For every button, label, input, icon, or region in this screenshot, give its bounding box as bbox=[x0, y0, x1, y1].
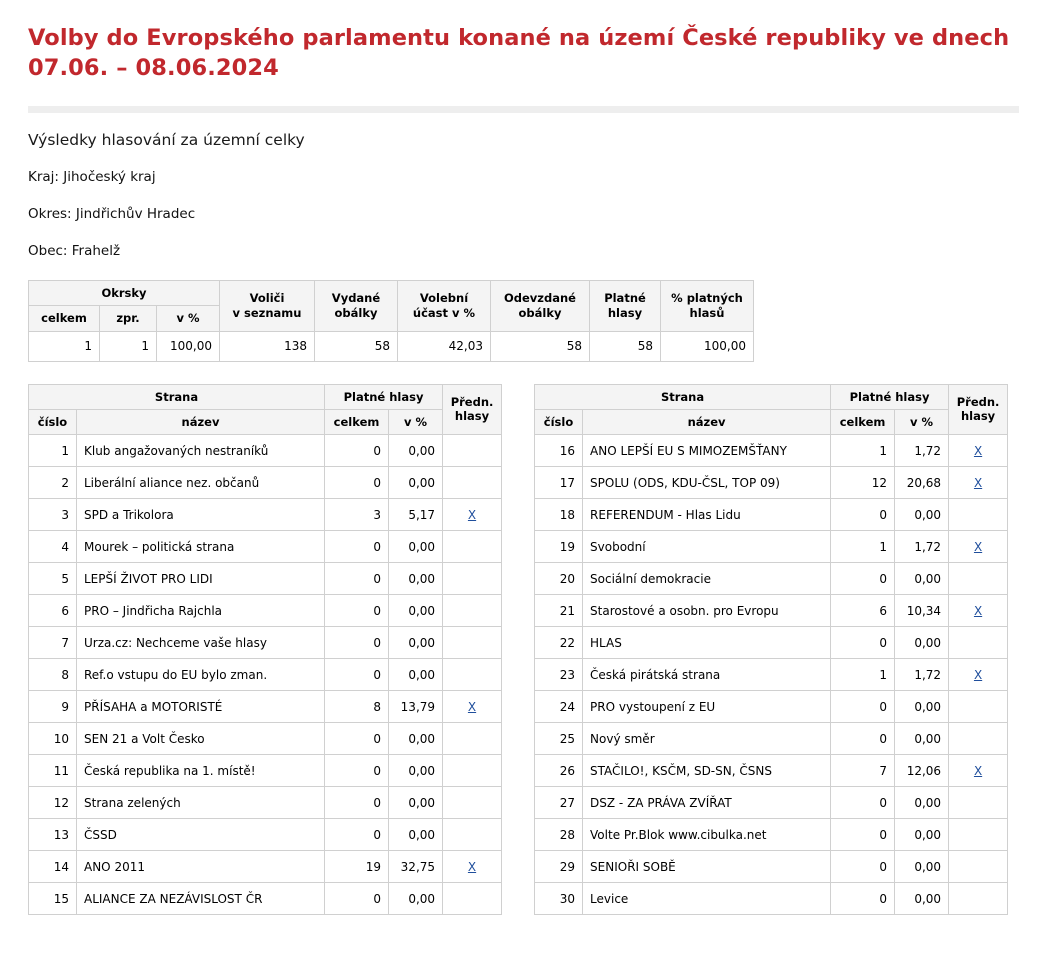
preferential-votes-cell bbox=[949, 499, 1008, 531]
preferential-votes-cell bbox=[949, 819, 1008, 851]
preferential-votes-cell bbox=[443, 467, 502, 499]
turnout-header-valid-pct bbox=[661, 280, 754, 331]
table-row bbox=[29, 531, 502, 563]
preferential-votes-cell[interactable] bbox=[443, 851, 502, 883]
party-number: 26 bbox=[535, 755, 583, 787]
table-row bbox=[29, 435, 502, 467]
party-header-row-1 bbox=[535, 384, 1008, 409]
preferential-votes-cell bbox=[443, 723, 502, 755]
turnout-header-valid-votes bbox=[590, 280, 661, 331]
party-number: 22 bbox=[535, 627, 583, 659]
party-header-predn-hlasy-line1: Předn. bbox=[956, 395, 1000, 410]
party-name: ANO 2011 bbox=[77, 851, 325, 883]
party-votes-total: 0 bbox=[831, 787, 895, 819]
party-votes-percent: 0,00 bbox=[389, 819, 443, 851]
party-votes-total: 0 bbox=[325, 659, 389, 691]
table-row bbox=[29, 787, 502, 819]
party-number: 13 bbox=[29, 819, 77, 851]
party-name: Liberální aliance nez. občanů bbox=[77, 467, 325, 499]
party-votes-total: 0 bbox=[325, 883, 389, 915]
party-votes-total: 3 bbox=[325, 499, 389, 531]
page-title: Volby do Evropského parlamentu konané na území České republiky ve dnech 07.06. – 08.06.2024 bbox=[28, 25, 1010, 81]
party-name: SENIOŘI SOBĚ bbox=[583, 851, 831, 883]
party-table-left bbox=[28, 384, 502, 916]
preferential-votes-cell bbox=[443, 659, 502, 691]
party-number: 5 bbox=[29, 563, 77, 595]
preferential-votes-link[interactable]: X bbox=[973, 667, 983, 682]
party-name: Levice bbox=[583, 883, 831, 915]
preferential-votes-cell bbox=[949, 787, 1008, 819]
party-name: SEN 21 a Volt Česko bbox=[77, 723, 325, 755]
preferential-votes-cell bbox=[443, 435, 502, 467]
party-header-strana: Strana bbox=[29, 384, 325, 409]
party-header-v-pct: v % bbox=[389, 409, 443, 434]
preferential-votes-link[interactable]: X bbox=[973, 475, 983, 490]
turnout-header-participation-line2: účast v % bbox=[412, 305, 476, 320]
title-divider bbox=[28, 106, 1019, 113]
party-number: 18 bbox=[535, 499, 583, 531]
table-row bbox=[535, 883, 1008, 915]
turnout-header-envelopes-returned bbox=[491, 280, 590, 331]
preferential-votes-cell[interactable] bbox=[443, 691, 502, 723]
party-votes-total: 0 bbox=[325, 467, 389, 499]
party-header-row-2 bbox=[29, 409, 502, 434]
party-number: 6 bbox=[29, 595, 77, 627]
party-votes-percent: 0,00 bbox=[389, 563, 443, 595]
party-number: 23 bbox=[535, 659, 583, 691]
turnout-header-okrsky-done: zpr. bbox=[100, 306, 157, 331]
preferential-votes-cell[interactable] bbox=[949, 659, 1008, 691]
party-votes-total: 0 bbox=[831, 563, 895, 595]
party-table-right bbox=[534, 384, 1008, 916]
party-votes-percent: 0,00 bbox=[389, 883, 443, 915]
region-line: Kraj: Jihočeský kraj bbox=[28, 168, 156, 185]
party-votes-total: 0 bbox=[325, 755, 389, 787]
party-votes-percent: 5,17 bbox=[389, 499, 443, 531]
preferential-votes-link[interactable]: X bbox=[973, 539, 983, 554]
party-name: PRO – Jindřicha Rajchla bbox=[77, 595, 325, 627]
party-votes-percent: 0,00 bbox=[895, 723, 949, 755]
turnout-header-voters bbox=[220, 280, 315, 331]
party-name: Klub angažovaných nestraníků bbox=[77, 435, 325, 467]
table-row bbox=[29, 563, 502, 595]
party-votes-total: 0 bbox=[325, 819, 389, 851]
table-row bbox=[535, 435, 1008, 467]
table-row bbox=[29, 819, 502, 851]
preferential-votes-link[interactable]: X bbox=[973, 443, 983, 458]
turnout-header-valid-votes-line2: hlasy bbox=[607, 305, 643, 320]
party-votes-percent: 10,34 bbox=[895, 595, 949, 627]
party-votes-total: 8 bbox=[325, 691, 389, 723]
party-number: 9 bbox=[29, 691, 77, 723]
party-header-predn-hlasy bbox=[443, 384, 502, 435]
party-votes-total: 0 bbox=[325, 595, 389, 627]
table-row bbox=[29, 883, 502, 915]
party-votes-percent: 0,00 bbox=[389, 595, 443, 627]
preferential-votes-link[interactable]: X bbox=[467, 859, 477, 874]
party-votes-total: 0 bbox=[831, 819, 895, 851]
party-name: Starostové a osobn. pro Evropu bbox=[583, 595, 831, 627]
party-name: ANO LEPŠÍ EU S MIMOZEMŠŤANY bbox=[583, 435, 831, 467]
party-votes-percent: 0,00 bbox=[895, 627, 949, 659]
party-header-predn-hlasy bbox=[949, 384, 1008, 435]
turnout-header-envelopes-issued-line2: obálky bbox=[334, 305, 378, 320]
preferential-votes-cell[interactable] bbox=[949, 467, 1008, 499]
turnout-table bbox=[28, 280, 754, 362]
party-header-celkem: celkem bbox=[325, 409, 389, 434]
party-number: 10 bbox=[29, 723, 77, 755]
party-name: Strana zelených bbox=[77, 787, 325, 819]
party-votes-percent: 1,72 bbox=[895, 435, 949, 467]
party-votes-total: 0 bbox=[831, 723, 895, 755]
party-header-cislo: číslo bbox=[535, 409, 583, 434]
turnout-value-participation: 42,03 bbox=[398, 331, 491, 361]
party-number: 14 bbox=[29, 851, 77, 883]
party-votes-total: 0 bbox=[325, 563, 389, 595]
preferential-votes-cell bbox=[443, 787, 502, 819]
table-row bbox=[29, 467, 502, 499]
party-name: Sociální demokracie bbox=[583, 563, 831, 595]
party-votes-percent: 20,68 bbox=[895, 467, 949, 499]
party-header-predn-hlasy-line2: hlasy bbox=[454, 409, 490, 424]
party-name: PŘÍSAHA a MOTORISTÉ bbox=[77, 691, 325, 723]
party-name: Nový směr bbox=[583, 723, 831, 755]
party-votes-total: 1 bbox=[831, 659, 895, 691]
party-votes-percent: 0,00 bbox=[389, 723, 443, 755]
table-row bbox=[535, 723, 1008, 755]
table-row bbox=[535, 691, 1008, 723]
party-votes-total: 6 bbox=[831, 595, 895, 627]
turnout-value-okrsky-pct: 100,00 bbox=[157, 331, 220, 361]
party-number: 15 bbox=[29, 883, 77, 915]
turnout-header-valid-pct-line1: % platných bbox=[671, 291, 743, 306]
turnout-header-valid-pct-line2: hlasů bbox=[689, 305, 725, 320]
preferential-votes-cell bbox=[949, 723, 1008, 755]
party-votes-total: 1 bbox=[831, 531, 895, 563]
table-row bbox=[29, 723, 502, 755]
preferential-votes-cell bbox=[949, 627, 1008, 659]
party-header-row-2 bbox=[535, 409, 1008, 434]
party-votes-percent: 12,06 bbox=[895, 755, 949, 787]
party-votes-percent: 0,00 bbox=[389, 531, 443, 563]
turnout-value-voters: 138 bbox=[220, 331, 315, 361]
party-name: PRO vystoupení z EU bbox=[583, 691, 831, 723]
party-votes-percent: 0,00 bbox=[895, 787, 949, 819]
table-row bbox=[535, 595, 1008, 627]
party-votes-percent: 0,00 bbox=[389, 435, 443, 467]
party-votes-percent: 0,00 bbox=[389, 659, 443, 691]
party-votes-total: 0 bbox=[831, 883, 895, 915]
preferential-votes-link[interactable]: X bbox=[973, 763, 983, 778]
party-number: 29 bbox=[535, 851, 583, 883]
party-number: 8 bbox=[29, 659, 77, 691]
party-votes-total: 0 bbox=[831, 851, 895, 883]
turnout-value-envelopes-returned: 58 bbox=[491, 331, 590, 361]
party-votes-total: 19 bbox=[325, 851, 389, 883]
preferential-votes-cell bbox=[443, 883, 502, 915]
party-number: 30 bbox=[535, 883, 583, 915]
party-name: Urza.cz: Nechceme vaše hlasy bbox=[77, 627, 325, 659]
party-votes-percent: 32,75 bbox=[389, 851, 443, 883]
district-line: Okres: Jindřichův Hradec bbox=[28, 205, 196, 222]
preferential-votes-cell bbox=[443, 595, 502, 627]
party-header-cislo: číslo bbox=[29, 409, 77, 434]
party-rows-left bbox=[29, 435, 502, 915]
party-number: 24 bbox=[535, 691, 583, 723]
party-name: Svobodní bbox=[583, 531, 831, 563]
party-number: 28 bbox=[535, 819, 583, 851]
party-votes-percent: 0,00 bbox=[895, 883, 949, 915]
turnout-value-envelopes-issued: 58 bbox=[315, 331, 398, 361]
party-votes-total: 0 bbox=[325, 723, 389, 755]
section-heading: Výsledky hlasování za územní celky bbox=[28, 130, 305, 149]
party-votes-total: 7 bbox=[831, 755, 895, 787]
preferential-votes-cell bbox=[949, 883, 1008, 915]
party-votes-percent: 0,00 bbox=[895, 499, 949, 531]
party-name: REFERENDUM - Hlas Lidu bbox=[583, 499, 831, 531]
preferential-votes-cell bbox=[949, 851, 1008, 883]
turnout-value-valid-votes: 58 bbox=[590, 331, 661, 361]
turnout-header-envelopes-returned-line1: Odevzdané bbox=[504, 291, 576, 306]
turnout-header-participation bbox=[398, 280, 491, 331]
preferential-votes-cell bbox=[443, 563, 502, 595]
party-name: HLAS bbox=[583, 627, 831, 659]
party-votes-percent: 0,00 bbox=[895, 691, 949, 723]
turnout-header-voters-line2: v seznamu bbox=[232, 305, 302, 320]
party-votes-total: 12 bbox=[831, 467, 895, 499]
party-votes-total: 0 bbox=[831, 691, 895, 723]
table-row bbox=[29, 691, 502, 723]
party-number: 19 bbox=[535, 531, 583, 563]
party-votes-total: 0 bbox=[325, 787, 389, 819]
table-row bbox=[535, 819, 1008, 851]
party-votes-percent: 0,00 bbox=[389, 787, 443, 819]
party-name: ČSSD bbox=[77, 819, 325, 851]
party-number: 16 bbox=[535, 435, 583, 467]
preferential-votes-cell bbox=[949, 691, 1008, 723]
party-header-strana: Strana bbox=[535, 384, 831, 409]
table-row bbox=[535, 499, 1008, 531]
preferential-votes-cell bbox=[443, 819, 502, 851]
table-row bbox=[29, 499, 502, 531]
party-header-predn-hlasy-line1: Předn. bbox=[450, 395, 494, 410]
turnout-header-voters-line1: Voliči bbox=[249, 291, 285, 306]
party-votes-percent: 0,00 bbox=[389, 467, 443, 499]
turnout-header-envelopes-issued-line1: Vydané bbox=[331, 291, 381, 306]
preferential-votes-link[interactable]: X bbox=[467, 699, 477, 714]
party-name: Česká republika na 1. místě! bbox=[77, 755, 325, 787]
party-votes-percent: 0,00 bbox=[895, 563, 949, 595]
preferential-votes-cell[interactable] bbox=[949, 595, 1008, 627]
party-votes-percent: 1,72 bbox=[895, 659, 949, 691]
municipality-line: Obec: Frahelž bbox=[28, 242, 121, 259]
preferential-votes-cell bbox=[949, 563, 1008, 595]
party-header-row-1 bbox=[29, 384, 502, 409]
party-votes-total: 0 bbox=[325, 627, 389, 659]
party-name: SPOLU (ODS, KDU-ČSL, TOP 09) bbox=[583, 467, 831, 499]
party-name: LEPŠÍ ŽIVOT PRO LIDI bbox=[77, 563, 325, 595]
party-number: 21 bbox=[535, 595, 583, 627]
party-votes-percent: 0,00 bbox=[895, 851, 949, 883]
table-row bbox=[535, 563, 1008, 595]
party-header-nazev: název bbox=[583, 409, 831, 434]
table-row bbox=[535, 787, 1008, 819]
turnout-header-okrsky-total: celkem bbox=[29, 306, 100, 331]
party-rows-right bbox=[535, 435, 1008, 915]
table-row bbox=[535, 659, 1008, 691]
turnout-header-envelopes-issued bbox=[315, 280, 398, 331]
turnout-data-row bbox=[29, 331, 754, 361]
preferential-votes-cell bbox=[443, 627, 502, 659]
turnout-header-envelopes-returned-line2: obálky bbox=[518, 305, 562, 320]
party-number: 27 bbox=[535, 787, 583, 819]
table-row bbox=[535, 531, 1008, 563]
party-number: 2 bbox=[29, 467, 77, 499]
party-votes-percent: 0,00 bbox=[389, 627, 443, 659]
party-header-platne-hlasy: Platné hlasy bbox=[325, 384, 443, 409]
table-row bbox=[29, 595, 502, 627]
table-row bbox=[535, 467, 1008, 499]
party-votes-percent: 1,72 bbox=[895, 531, 949, 563]
party-name: SPD a Trikolora bbox=[77, 499, 325, 531]
party-number: 7 bbox=[29, 627, 77, 659]
turnout-header-okrsky-pct: v % bbox=[157, 306, 220, 331]
table-row bbox=[535, 755, 1008, 787]
table-row bbox=[535, 851, 1008, 883]
party-header-platne-hlasy: Platné hlasy bbox=[831, 384, 949, 409]
table-row bbox=[29, 755, 502, 787]
party-number: 11 bbox=[29, 755, 77, 787]
party-name: Mourek – politická strana bbox=[77, 531, 325, 563]
preferential-votes-cell[interactable] bbox=[949, 755, 1008, 787]
party-votes-total: 1 bbox=[831, 435, 895, 467]
party-number: 12 bbox=[29, 787, 77, 819]
table-row bbox=[29, 851, 502, 883]
party-header-celkem: celkem bbox=[831, 409, 895, 434]
party-name: STAČILO!, KSČM, SD-SN, ČSNS bbox=[583, 755, 831, 787]
turnout-header-row-1 bbox=[29, 280, 754, 305]
preferential-votes-cell[interactable] bbox=[949, 435, 1008, 467]
party-header-nazev: název bbox=[77, 409, 325, 434]
table-row bbox=[29, 627, 502, 659]
table-row bbox=[29, 659, 502, 691]
party-number: 3 bbox=[29, 499, 77, 531]
turnout-header-valid-votes-line1: Platné bbox=[604, 291, 646, 306]
preferential-votes-cell bbox=[443, 531, 502, 563]
preferential-votes-cell[interactable] bbox=[443, 499, 502, 531]
preferential-votes-cell[interactable] bbox=[949, 531, 1008, 563]
party-votes-percent: 13,79 bbox=[389, 691, 443, 723]
party-header-predn-hlasy-line2: hlasy bbox=[960, 409, 996, 424]
party-number: 20 bbox=[535, 563, 583, 595]
party-number: 4 bbox=[29, 531, 77, 563]
party-number: 1 bbox=[29, 435, 77, 467]
preferential-votes-link[interactable]: X bbox=[973, 603, 983, 618]
party-name: Česká pirátská strana bbox=[583, 659, 831, 691]
table-row bbox=[535, 627, 1008, 659]
turnout-value-valid-pct: 100,00 bbox=[661, 331, 754, 361]
party-number: 17 bbox=[535, 467, 583, 499]
party-name: DSZ - ZA PRÁVA ZVÍŘAT bbox=[583, 787, 831, 819]
turnout-value-okrsky-total: 1 bbox=[29, 331, 100, 361]
party-votes-percent: 0,00 bbox=[895, 819, 949, 851]
party-name: Volte Pr.Blok www.cibulka.net bbox=[583, 819, 831, 851]
preferential-votes-cell bbox=[443, 755, 502, 787]
party-name: ALIANCE ZA NEZÁVISLOST ČR bbox=[77, 883, 325, 915]
party-votes-total: 0 bbox=[325, 531, 389, 563]
party-number: 25 bbox=[535, 723, 583, 755]
turnout-header-participation-line1: Volební bbox=[419, 291, 469, 306]
party-name: Ref.o vstupu do EU bylo zman. bbox=[77, 659, 325, 691]
party-votes-total: 0 bbox=[325, 435, 389, 467]
party-votes-total: 0 bbox=[831, 627, 895, 659]
preferential-votes-link[interactable]: X bbox=[467, 507, 477, 522]
party-header-v-pct: v % bbox=[895, 409, 949, 434]
party-votes-total: 0 bbox=[831, 499, 895, 531]
turnout-header-okrsky: Okrsky bbox=[29, 280, 220, 305]
party-tables bbox=[28, 384, 1019, 916]
party-votes-percent: 0,00 bbox=[389, 755, 443, 787]
turnout-value-okrsky-done: 1 bbox=[100, 331, 157, 361]
